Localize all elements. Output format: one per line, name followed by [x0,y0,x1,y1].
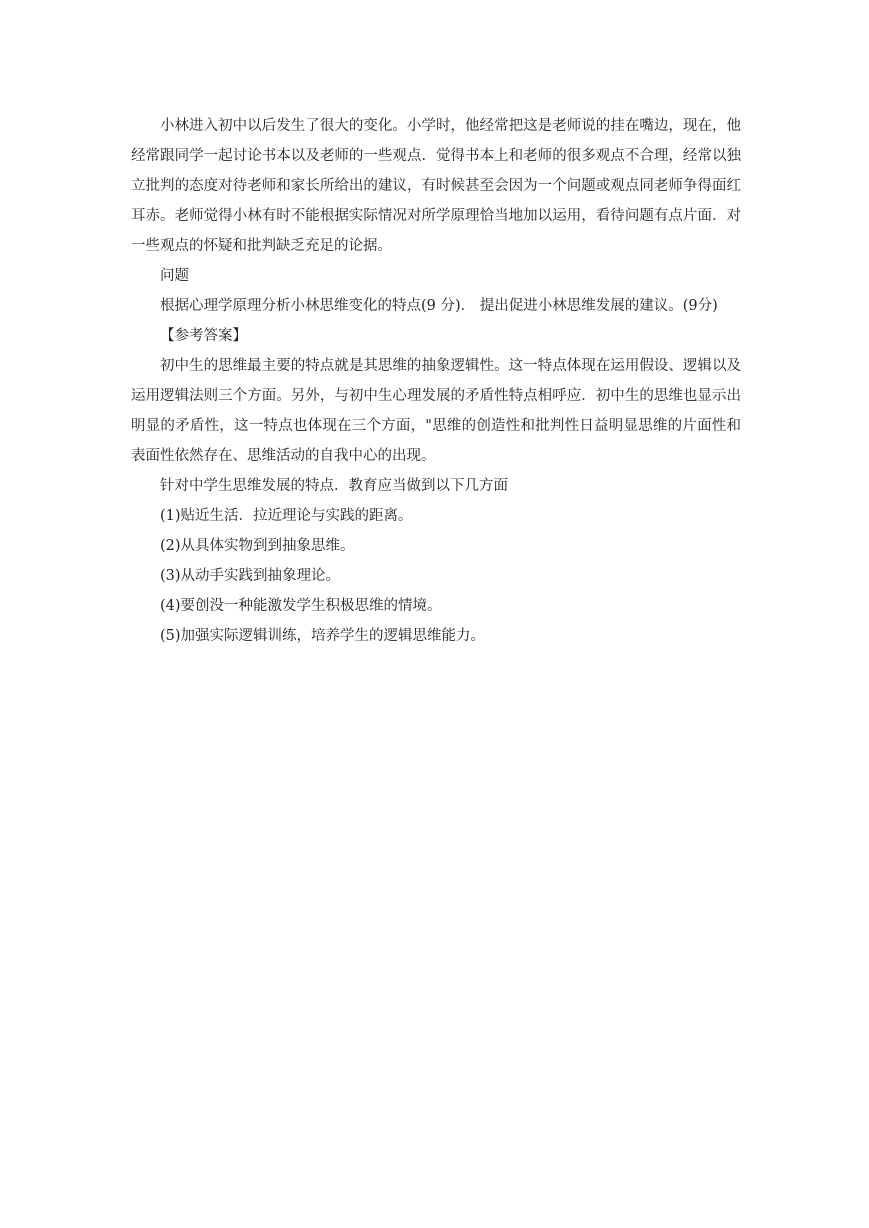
answer-heading: 【参考答案】 [160,328,247,344]
case-paragraph: 小林进入初中以后发生了很大的变化。小学时，他经常把这是老师说的挂在嘴边，现在，他经常跟同学一起讨论书本以及老师的一些观点．觉得书本上和老师的很多观点不合理，经常以独立批判的态度对待老师和家长所给出的建议，有时候甚至会因为一个问题或观点同老师争得面红耳赤。老师觉得小林有时不能根据实际情况对所学原理恰当地加以运用，看待问题有点片面．对一些观点的怀疑和批判缺乏充足的论据。 [131,118,741,254]
suggestion-item-5: (5)加强实际逻辑训练，培养学生的逻辑思维能力。 [160,628,486,644]
question-text: 根据心理学原理分析小林思维变化的特点(9 分)． 提出促进小林思维发展的建议。(9分) [160,298,718,314]
suggestion-item-1: (1)贴近生活．拉近理论与实践的距离。 [160,508,413,524]
answer-paragraph: 初中生的思维最主要的特点就是其思维的抽象逻辑性。这一特点体现在运用假设、逻辑以及运用逻辑法则三个方面。另外，与初中生心理发展的矛盾性特点相呼应．初中生的思维也显示出明显的矛盾性，这一特点也体现在三个方面，"思维的创造性和批判性日益明显思维的片面性和表面性依然存在、思维活动的自我中心的出现。 [131,358,741,464]
suggestion-item-4: (4)要创没一种能激发学生积极思维的情境。 [160,598,442,614]
document-body [131,111,741,651]
suggestion-intro: 针对中学生思维发展的特点．教育应当做到以下几方面 [160,478,508,494]
suggestion-item-2: (2)从具体实物到到抽象思维。 [160,538,355,554]
question-heading: 问题 [160,268,189,284]
suggestion-item-3: (3)从动手实践到抽象理论。 [160,568,341,584]
